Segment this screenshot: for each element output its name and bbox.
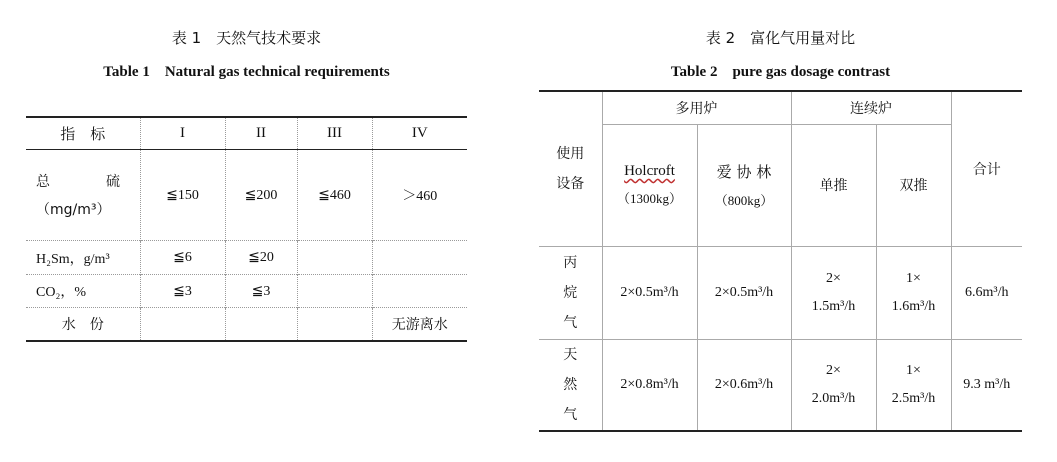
equip-line-2: 设备 [556,175,585,192]
header-multi-purpose-furnace: 多用炉 [602,91,791,124]
row-label-sulfur [26,150,140,241]
table2-group-row [539,91,1022,124]
natural-char-1: 天 [563,346,578,363]
cell-bottom: 2.5m³/h [891,390,936,406]
sulfur-unit: （mg/m³） [36,202,111,218]
table1-caption-en: Table 1 Natural gas technical requirements [103,64,390,80]
natural-char-3: 气 [563,406,578,423]
propane-char-2: 烷 [563,284,578,301]
cell: 6.6m³/h [951,246,1022,339]
cell: 2×0.8m³/h [602,339,697,431]
table-row [26,241,467,275]
header-holcroft [602,124,697,246]
cell: ＞460 [372,150,467,241]
cell-bottom: 1.6m³/h [891,298,936,314]
row-label-co2: CO₂，% [26,275,140,308]
cell-top: 1× [906,362,921,378]
cell: ≦20 [225,241,297,275]
holcroft-label: Holcroft [624,163,675,179]
cell-top: 2× [826,362,841,378]
cell [225,308,297,342]
row-label-water: 水 份 [26,308,140,342]
header-single-push: 单推 [791,124,876,246]
cell-bottom: 1.5m³/h [811,298,856,314]
cell: ≦6 [140,241,225,275]
cell [297,275,372,308]
table1 [26,116,467,342]
header-equipment [539,91,602,246]
cell: 2×0.5m³/h [697,246,791,339]
cell: ≦200 [225,150,297,241]
equip-line-1: 使用 [556,145,585,162]
cell: ≦3 [225,275,297,308]
aixielin-capacity: （800kg） [714,193,774,208]
cell-bottom: 2.0m³/h [811,390,856,406]
cell [297,308,372,342]
cell: ≦460 [297,150,372,241]
holcroft-capacity: （1300kg） [616,191,682,206]
header-total: 合计 [951,91,1022,246]
cell [791,339,876,431]
table2-subheader-row [539,124,1022,246]
cell [791,246,876,339]
table2 [539,90,1022,432]
table2-caption-en: Table 2 pure gas dosage contrast [670,64,891,80]
cell [372,241,467,275]
cell [140,308,225,342]
cell [297,241,372,275]
header-grade-1: I [140,117,225,150]
header-grade-2: II [225,117,297,150]
header-grade-3: III [297,117,372,150]
propane-char-1: 丙 [563,254,578,271]
cell: 2×0.5m³/h [602,246,697,339]
table2-caption-cn: 表 2 富化气用量对比 [705,29,856,47]
cell-top: 1× [906,270,921,286]
table-row [539,339,1022,431]
cell: 2×0.6m³/h [697,339,791,431]
header-aixielin [697,124,791,246]
header-continuous-furnace: 连续炉 [791,91,951,124]
cell: 无游离水 [372,308,467,342]
cell: ≦3 [140,275,225,308]
table-row [539,246,1022,339]
sulfur-label: 总 硫 [36,174,120,190]
table-row [26,150,467,241]
row-label-h2s: H₂Sm，g/m³ [26,241,140,275]
header-grade-4: IV [372,117,467,150]
table1-caption-cn: 表 1 天然气技术要求 [171,29,322,47]
propane-char-3: 气 [563,314,578,331]
cell [876,339,951,431]
cell: ≦150 [140,150,225,241]
cell: 9.3 m³/h [951,339,1022,431]
table-row [26,275,467,308]
header-double-push: 双推 [876,124,951,246]
cell [372,275,467,308]
row-label-propane [539,246,602,339]
row-label-natural-gas [539,339,602,431]
cell [876,246,951,339]
table-row [26,308,467,342]
aixielin-label: 爱 协 林 [716,163,772,181]
table1-header-row [26,117,467,150]
cell-top: 2× [826,270,841,286]
header-indicator: 指 标 [26,117,140,150]
natural-char-2: 然 [563,376,578,393]
